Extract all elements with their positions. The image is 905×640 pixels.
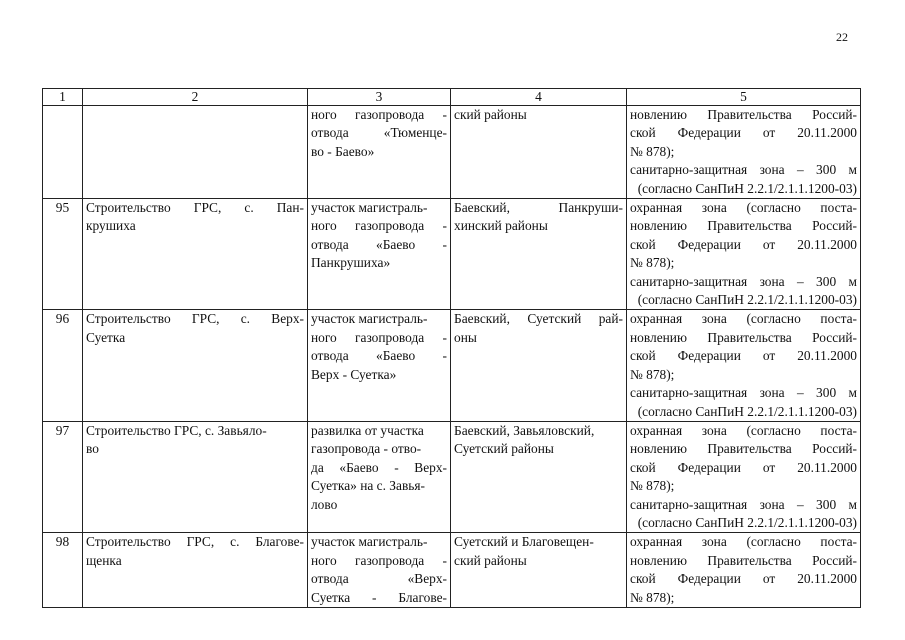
zone-line: охранная зона (согласно поста- [630, 200, 857, 216]
route-cell [308, 421, 451, 532]
object-name-line: Суетка [86, 329, 126, 345]
page-number: 22 [836, 30, 848, 44]
district-cell [451, 199, 627, 310]
object-name-line: во [86, 441, 99, 457]
district-line: ский районы [454, 107, 527, 122]
zone-line: охранная зона (согласно поста- [630, 534, 857, 550]
zone-line: № 878); [630, 143, 675, 159]
route-line: Панкрушиха» [311, 255, 391, 271]
table-row [43, 199, 861, 310]
zone-cell [627, 421, 861, 532]
zone-line: новлению Правительства Россий- [630, 441, 857, 457]
row-number-cell: 98 [43, 533, 83, 608]
district-line: Суетский районы [454, 441, 554, 457]
zone-line: (согласно СанПиН 2.2.1/2.1.1.1200-03) [637, 180, 857, 196]
object-name-cell [83, 199, 308, 310]
zone-line: новлению Правительства Россий- [630, 329, 857, 345]
route-line: Суетка» на с. Завья- [311, 478, 425, 494]
zone-line: (согласно СанПиН 2.2.1/2.1.1.1200-03) [637, 514, 857, 530]
district-line: Баевский, Суетский рай- [454, 311, 623, 327]
zone-line: новлению Правительства Россий- [630, 552, 857, 568]
district-cell [451, 310, 627, 421]
zone-line: ской Федерации от 20.11.2000 [630, 348, 857, 364]
zone-line: № 878); [630, 589, 675, 605]
table-row [43, 421, 861, 532]
object-name-line: Строительство ГРС, с. Благове- [86, 534, 304, 550]
object-name-cell [83, 533, 308, 608]
route-line: участок магистраль- [311, 200, 428, 216]
district-line: Суетский и Благовещен- [454, 534, 594, 550]
route-cell [308, 106, 451, 199]
zone-line: ской Федерации от 20.11.2000 [630, 236, 857, 252]
route-line: ного газопровода - [311, 218, 447, 234]
zone-cell [627, 533, 861, 608]
column-header: 4 [451, 89, 627, 106]
zone-line: охранная зона (согласно поста- [630, 422, 857, 438]
zone-line: санитарно-защитная зона – 300 м [630, 162, 857, 178]
object-name-line: крушиха [86, 218, 136, 234]
table-row [43, 533, 861, 608]
row-number-cell: 97 [43, 421, 83, 532]
zone-line: ской Федерации от 20.11.2000 [630, 125, 857, 141]
district-cell [451, 421, 627, 532]
column-header: 2 [83, 89, 308, 106]
route-line: участок магистраль- [311, 534, 428, 550]
route-line: лово [311, 496, 338, 512]
route-line: отвода «Верх- [311, 571, 447, 587]
route-line: отвода «Баево - [311, 236, 447, 252]
route-cell [308, 310, 451, 421]
route-line: ного газопровода - [311, 552, 447, 568]
row-number-cell: 95 [43, 199, 83, 310]
zone-line: санитарно-защитная зона – 300 м [630, 273, 857, 289]
table-row [43, 310, 861, 421]
district-line: ский районы [454, 552, 527, 568]
object-name-line: щенка [86, 552, 122, 568]
route-line: отвода «Тюменце- [311, 125, 447, 141]
zone-line: санитарно-защитная зона – 300 м [630, 496, 857, 512]
route-line: участок магистраль- [311, 311, 428, 327]
district-line: хинский районы [454, 218, 548, 234]
zone-line: новлению Правительства Россий- [630, 107, 857, 122]
district-cell [451, 106, 627, 199]
district-line: Баевский, Завьяловский, [454, 422, 595, 438]
route-line: отвода «Баево - [311, 348, 447, 364]
route-line: ного газопровода - [311, 329, 447, 345]
route-cell [308, 199, 451, 310]
zone-line: № 878); [630, 478, 675, 494]
district-line: Баевский, Панкруши- [454, 200, 623, 216]
zone-line: ской Федерации от 20.11.2000 [630, 459, 857, 475]
district-cell [451, 533, 627, 608]
zone-line: № 878); [630, 366, 675, 382]
zone-line: новлению Правительства Россий- [630, 218, 857, 234]
object-name-line: Строительство ГРС, с. Завьяло- [86, 422, 267, 438]
column-header: 3 [308, 89, 451, 106]
column-header: 1 [43, 89, 83, 106]
route-line: ного газопровода - [311, 107, 447, 122]
route-line: во - Баево» [311, 143, 375, 159]
object-name-cell [83, 106, 308, 199]
route-line: развилка от участка [311, 422, 424, 438]
column-header: 5 [627, 89, 861, 106]
object-name-cell [83, 310, 308, 421]
row-number-cell: 96 [43, 310, 83, 421]
route-cell [308, 533, 451, 608]
route-line: газопровода - отво- [311, 441, 422, 457]
document-table [42, 88, 861, 608]
object-name-line: Строительство ГРС, с. Верх- [86, 311, 304, 327]
district-line: оны [454, 329, 477, 345]
zone-line: (согласно СанПиН 2.2.1/2.1.1.1200-03) [637, 292, 857, 308]
zone-cell [627, 199, 861, 310]
table-header-row [43, 89, 861, 106]
table-row [43, 106, 861, 199]
zone-line: № 878); [630, 255, 675, 271]
object-name-cell [83, 421, 308, 532]
object-name-line: Строительство ГРС, с. Пан- [86, 200, 304, 216]
zone-cell [627, 106, 861, 199]
zone-line: охранная зона (согласно поста- [630, 311, 857, 327]
zone-line: ской Федерации от 20.11.2000 [630, 571, 857, 587]
route-line: Суетка - Благове- [311, 589, 447, 605]
zone-cell [627, 310, 861, 421]
zone-line: санитарно-защитная зона – 300 м [630, 385, 857, 401]
row-number-cell [43, 106, 83, 199]
zone-line: (согласно СанПиН 2.2.1/2.1.1.1200-03) [637, 403, 857, 419]
route-line: да «Баево - Верх- [311, 459, 447, 475]
route-line: Верх - Суетка» [311, 366, 397, 382]
